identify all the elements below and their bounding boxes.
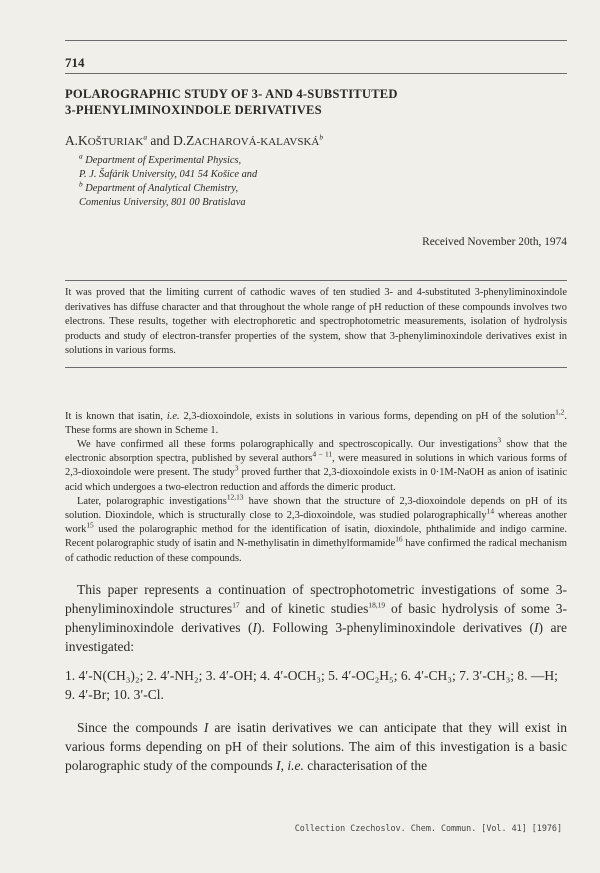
paragraph-5: Since the compounds I are isatin derivatives we can anticipate that they will exist in various forms depending on pH of their solutions. The aim of this investigation is a basic polarographic study of the compounds I, i.e. characterisation of the — [65, 719, 567, 773]
author-2-initial: D.Z — [173, 133, 195, 148]
abstract-bottom-rule — [65, 367, 567, 368]
journal-footer: Collection Czechoslov. Chem. Commun. [Vol. 41] [1976] — [294, 823, 562, 833]
aff-b-line2: Comenius University, 801 00 Bratislava — [79, 197, 246, 208]
paragraph-2: We have confirmed all these forms polarographically and spectroscopically. Our investigations$^3$ show that the electronic absorption spectra, published by several authors$^{4 - 11}$, were measured in solutions in which various forms of 2,3-dioxoindole were present. The study$^3$ proved further that 2,3-dioxoindole exists in 0·1M-NaOH as anion of isatinic acid which undergoes a two-electron reduction and affords the dimeric product. — [65, 435, 567, 493]
paragraph-4: This paper represents a continuation of spectrophotometric investigations of some 3-phenyliminoxindole structures$^{17}$ and of kinetic studies$^{18,19}$ of basic hydrolysis of some 3-phenyliminoxindole derivatives (I). Following 3-phenyliminoxindole derivatives (I) are investigated: — [65, 581, 567, 654]
author-joiner: and — [147, 133, 174, 148]
paragraph-1: It is known that isatin, i.e. 2,3-dioxoindole, exists in solutions in various forms, depending on pH of the solution$^{1,2}$. These forms are shown in Scheme 1. — [65, 407, 567, 436]
author-2-sup: b — [319, 132, 324, 142]
aff-b-sup: b — [79, 179, 83, 189]
top-rule — [65, 40, 567, 41]
aff-a-line1: Department of Experimental Physics, — [82, 155, 242, 166]
aff-a-line2: P. J. Šafárik University, 041 54 Košice and — [79, 169, 258, 180]
main-text-2 — [65, 718, 567, 775]
paper-title — [65, 86, 567, 118]
author-1-sup: a — [143, 132, 148, 142]
abstract: It was proved that the limiting current of cathodic waves of ten studied 3- and 4-substituted 3-phenyliminoxindole derivatives has diffuse character and that throughout the whole range of pH reduction of these compounds involves two electrons. These results, together with electrophoretic and spectrophotometric measurements, isolation of hydrolysis products and study of electron-transfer properties of the system, show that 3-phenyliminoxindole derivatives exist in solutions in various forms. — [65, 287, 567, 356]
main-text — [65, 580, 567, 656]
title-line-1: POLAROGRAPHIC STUDY OF 3- AND 4-SUBSTITUTED — [65, 87, 398, 101]
intro-section — [65, 407, 568, 566]
compound-list: 1. 4′-N(CH₃)₂; 2. 4′-NH₂; 3. 4′-OH; 4. 4′-OCH₃; 5. 4′-OC₂H₅; 6. 4′-CH₃; 7. 3′-CH₃; 8. —H; 9. 4′-Br; 10. 3′-Cl. — [65, 667, 558, 702]
page-content — [65, 40, 567, 775]
aff-b-line1: Department of Analytical Chemistry, — [82, 183, 239, 194]
author-1-name: OŠTURIAK — [87, 136, 144, 148]
author-1-initial: A.K — [65, 133, 88, 148]
aff-a-sup: a — [79, 151, 83, 161]
page-number: 714 — [65, 55, 85, 70]
title-line-2: 3-PHENYLIMINOXINDOLE DERIVATIVES — [65, 103, 322, 117]
author-list — [65, 132, 567, 151]
received-date: Received November 20th, 1974 — [422, 236, 567, 248]
header-rule — [65, 73, 567, 74]
author-2-name: ACHAROVÁ-KALAVSKÁ — [194, 136, 320, 148]
paragraph-3: Later, polarographic investigations$^{12,13}$ have shown that the structure of 2,3-dioxoindole depends on pH of its solution. Dioxindole, which is structurally close to 2,3-dioxoindole, was studied polarographically$^{14}$ whereas another work$^{15}$ used the polarographic method for the identification of isatin, dioxindole, phthalimide and indigo carmine. Recent polarographic study of isatin and N-methylisatin in dimethylformamide$^{16}$ have confirmed the radical mechanism of cathodic reduction of these compounds. — [65, 492, 568, 564]
affiliations — [79, 151, 567, 210]
